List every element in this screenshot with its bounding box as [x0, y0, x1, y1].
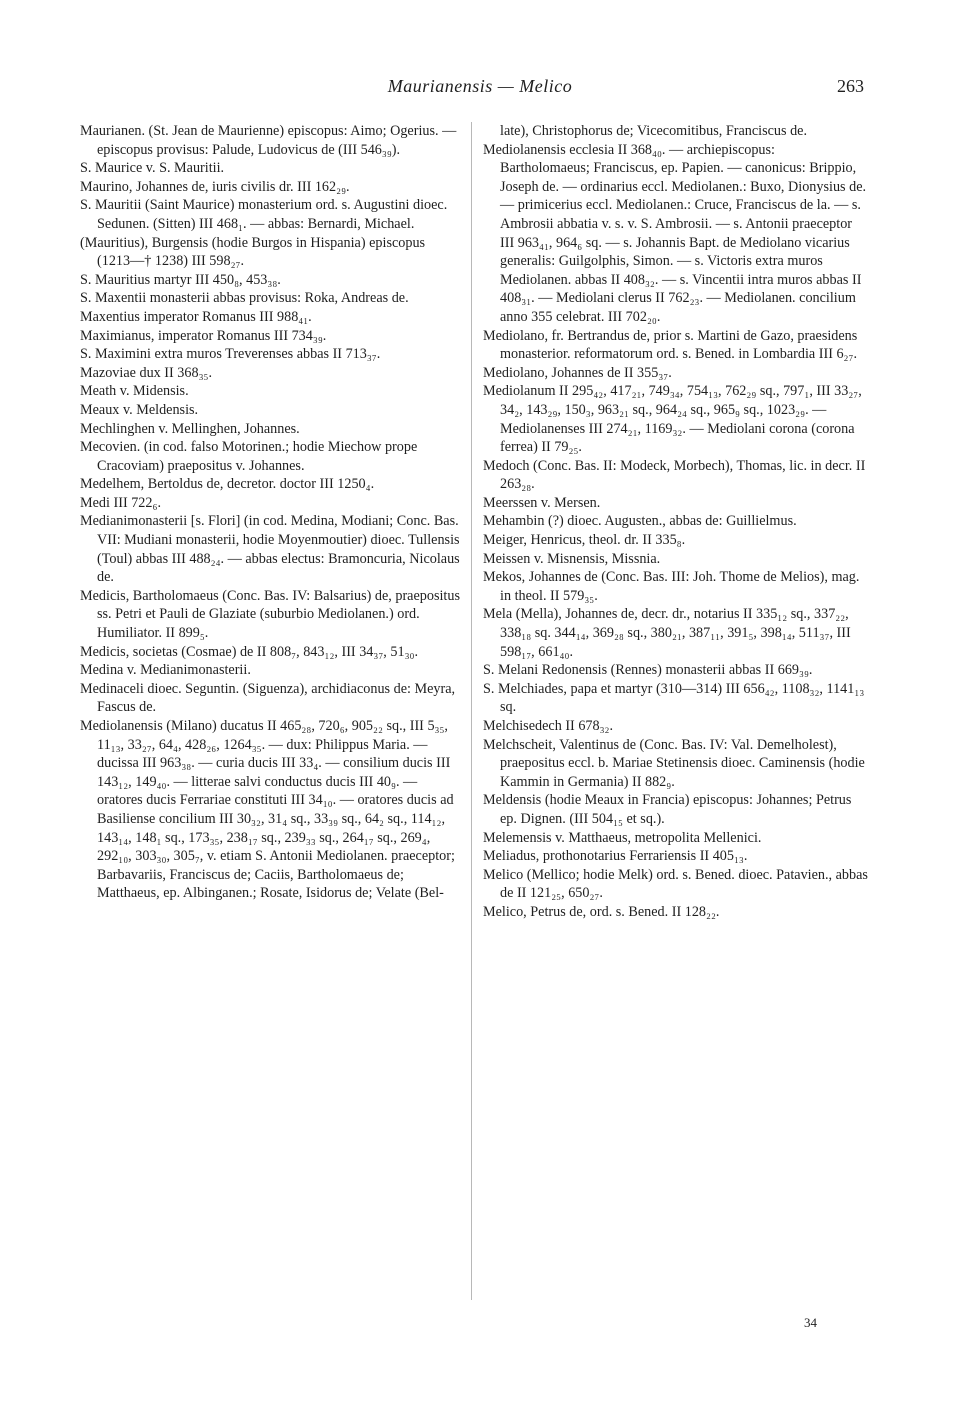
- index-entry: Melico (Mellico; hodie Melk) ord. s. Bened. dioec. Patavien., abbas de II 121₂₅, 650₂₇.: [483, 866, 868, 902]
- index-entry: Melchisedech II 678₃₂.: [483, 718, 614, 734]
- index-entry: Maurino, Johannes de, iuris civilis dr. III 162₂₉.: [80, 178, 350, 195]
- index-entry: S. Maximini extra muros Treverenses abbas II 713₃₇.: [80, 346, 381, 363]
- index-entry: Melchscheit, Valentinus de (Conc. Bas. IV: Val. Demelholest), praepositus eccl. b. Mariae Stetinensis dioec. Caminensis (hodie Kammin in Germania) II 882₉.: [483, 736, 865, 790]
- signature-mark: 34: [804, 1315, 817, 1330]
- index-entry: S. Melchiades, papa et martyr (310—314) III 656₄₂, 1108₃₂, 1141₁₃ sq.: [483, 680, 865, 716]
- index-entry: Mediolanensis (Milano) ducatus II 465₂₈, 720₆, 905₂₂ sq., III 5₃₅, 11₁₃, 33₂₇, 64₄, 428₂₆, 1264₃₅. — dux: Philippus Maria. — ducissa III 963₃₈. — curia ducis III 33₄. — consilium ducis III 143₁₂, 149₄₀. — litterae salvi conductus ducis III 40₉. — oratores ducis Ferrariae constituti III 34₁₀. — oratores ducis ad Basiliense concilium III 30₃₂, 31₄ sq., 33₃₉ sq., 64₂ sq., 114₁₂, 143₁₄, 148₁ sq., 173₃₅, 238₁₇ sq., 239₃₃ sq., 264₁₇ sq., 269₄, 292₁₀, 303₃₀, 305₇, v. etiam S. Antonii Mediolanen. praeceptor; Barbavariis, Franciscus de; Caciis, Bartholomaeus de; Matthaeus, ep. Albinganen.; Rosate, Isidorus de; Velate (Bel-: [80, 718, 455, 902]
- index-entry: Mediolano, fr. Bertrandus de, prior s. Martini de Gazo, praesidens monasterior. reformatorum ord. s. Bened. in Lombardia III 6₂₇.: [483, 327, 858, 363]
- index-entry: Medicis, Bartholomaeus (Conc. Bas. IV: Balsarius) de, praepositus ss. Petri et Pauli de Glaziate (suburbio Mediolanen.) ord. Humiliator. II 899₅.: [80, 587, 460, 642]
- index-entry: Maurianen. (St. Jean de Maurienne) episcopus: Aimo; Ogerius. — episcopus provisus: Palude, Ludovicus de (III 546₃₉).: [80, 123, 457, 158]
- index-entry: Medianimonasterii [s. Flori] (in cod. Medina, Modiani; Conc. Bas. VII: Mudiani monasterii, hodie Moyenmoutier) dioec. Tullensis (Toul) abbas III 488₂₄. — abbas electus: Bramoncuria, Nicolaus de.: [80, 513, 460, 586]
- index-entry: Meiger, Henricus, theol. dr. II 335₈.: [483, 532, 686, 549]
- index-entry: Medina v. Medianimonasterii.: [80, 662, 251, 679]
- index-entry: Medi III 722₆.: [80, 494, 161, 511]
- index-entry: Meliadus, prothonotarius Ferrariensis II 405₁₃.: [483, 848, 748, 865]
- index-entry: Medoch (Conc. Bas. II: Modeck, Morbech), Thomas, lic. in decr. II 263₂₈.: [483, 457, 866, 493]
- index-entry: Meldensis (hodie Meaux in Francia) episcopus: Johannes; Petrus ep. Dignen. (III 504₁₅ et sq.).: [483, 792, 852, 827]
- index-entry: Mechlinghen v. Mellinghen, Johannes.: [80, 420, 300, 437]
- index-entry: S. Melani Redonensis (Rennes) monasterii abbas II 669₃₉.: [483, 662, 813, 679]
- left-column: [80, 122, 460, 903]
- index-entry: Medinaceli dioec. Seguntin. (Siguenza), archidiaconus de: Meyra, Fascus de.: [80, 680, 456, 716]
- index-entry: Meerssen v. Mersen.: [483, 494, 601, 511]
- index-entry: Melemensis v. Matthaeus, metropolita Mellenici.: [483, 829, 762, 846]
- index-entry: Meissen v. Misnensis, Missnia.: [483, 550, 661, 567]
- index-entry: S. Maxentii monasterii abbas provisus: Roka, Andreas de.: [80, 290, 409, 307]
- right-column: [483, 122, 868, 922]
- index-entry: Mediolanensis ecclesia II 368₄₀. — archiepiscopus: Bartholomaeus; Franciscus, ep. Papien. — canonicus: Brippio, Joseph de. — ordinarius eccl. Mediolanen.: Buxo, Dionysius de. — primicerius eccl. Mediolanen.: Cruce, Franciscus de la. — s. Ambrosii abbatia v. s. v. S. Ambrosii. — s. Antonii praeceptor III 963₄₁, 964₆ sq. — s. Johannis Bapt. de Mediolano vicarius generalis: Guilgolphis, Simon. — s. Victoris extra muros Mediolanen. abbas II 408₃₂. — s. Vincentii intra muros abbas II 408₃₁. — Mediolani clerus II 762₂₃. — Mediolanen. concilium anno 355 celebrat. III 702₂₀.: [483, 141, 867, 325]
- index-entry: Mela (Mella), Johannes de, decr. dr., notarius II 335₁₂ sq., 337₂₂, 338₁₈ sq. 344₁₄, 369₂₈ sq., 380₂₁, 387₁₁, 391₅, 398₁₄, 511₃₇, III 598₁₇, 661₄₀.: [483, 606, 851, 660]
- index-entry-continuation: late), Christophorus de; Vicecomitibus, Franciscus de.: [500, 123, 808, 139]
- index-entry: Mediolano, Johannes de II 355₃₇.: [483, 364, 672, 381]
- index-entry: Meaux v. Meldensis.: [80, 401, 199, 418]
- index-entry: Maxentius imperator Romanus III 988₄₁.: [80, 308, 312, 325]
- index-entry: S. Mauritii (Saint Maurice) monasterium ord. s. Augustini dioec. Sedunen. (Sitten) III 468₁. — abbas: Bernardi, Michael.: [80, 197, 448, 232]
- index-entry: Medicis, societas (Cosmae) de II 808₇, 843₁₂, III 34₃₇, 51₃₀.: [80, 643, 419, 660]
- column-divider: [471, 122, 472, 1300]
- index-entry: Melico, Petrus de, ord. s. Bened. II 128₂₂.: [483, 903, 720, 920]
- index-entry: Mehambin (?) dioec. Augusten., abbas de: Guillielmus.: [483, 513, 797, 530]
- index-entry: Mediolanum II 295₄₂, 417₂₁, 749₃₄, 754₁₃, 762₂₉ sq., 797₁, III 33₂₇, 34₂, 143₂₉, 150₃, 963₂₁ sq., 964₂₄ sq., 965₉ sq., 1023₂₉. — Mediolanenses III 274₂₁, 1169₃₂. — Mediolani corona (corona ferrea) II 79₂₅.: [483, 383, 862, 456]
- index-entry: Mecovien. (in cod. falso Motorinen.; hodie Miechow prope Cracoviam) praepositus v. Johannes.: [80, 439, 418, 474]
- index-entry: (Mauritius), Burgensis (hodie Burgos in Hispania) episcopus (1213—† 1238) III 598₂₇.: [80, 234, 426, 270]
- page-number: 263: [837, 76, 864, 96]
- index-entry: S. Mauritius martyr III 450₈, 453₃₈.: [80, 271, 281, 288]
- index-entry: Meath v. Midensis.: [80, 383, 189, 400]
- running-title: Maurianensis — Melico: [387, 76, 573, 96]
- index-entry: Mazoviae dux II 368₃₅.: [80, 364, 213, 381]
- index-entry: Maximianus, imperator Romanus III 734₃₉.: [80, 327, 327, 344]
- page-header: [0, 76, 960, 100]
- index-entry: Mekos, Johannes de (Conc. Bas. III: Joh. Thome de Melios), mag. in theol. II 579₃₅.: [483, 569, 860, 604]
- index-entry: S. Maurice v. S. Mauritii.: [80, 160, 225, 177]
- index-entry: Medelhem, Bertoldus de, decretor. doctor III 1250₄.: [80, 476, 375, 493]
